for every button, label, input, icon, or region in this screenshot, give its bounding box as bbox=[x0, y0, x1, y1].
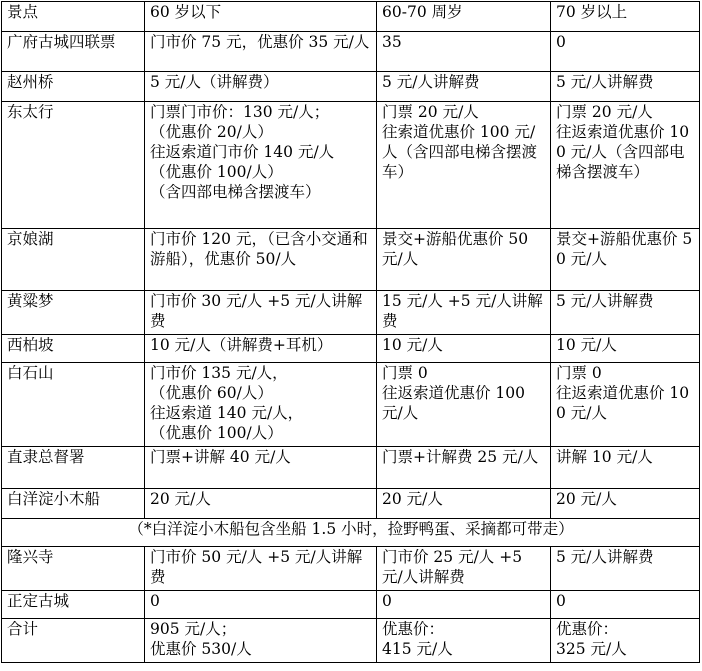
table-row bbox=[2, 591, 700, 619]
table-row bbox=[2, 102, 700, 229]
price-under-60: 10 元/人（讲解费+耳机） bbox=[145, 335, 377, 363]
attraction-name: 白石山 bbox=[2, 363, 145, 447]
price-over-70: 5 元/人讲解费 bbox=[551, 72, 700, 102]
price-over-70: 5 元/人讲解费 bbox=[551, 547, 700, 591]
price-over-70: 门票 0 往返索道优惠价 100 元/人 bbox=[551, 363, 700, 447]
attraction-name: 东太行 bbox=[2, 102, 145, 229]
total-over-70: 优惠价： 325 元/人 bbox=[551, 619, 700, 663]
attraction-name: 隆兴寺 bbox=[2, 547, 145, 591]
price-table-body bbox=[2, 2, 700, 663]
price-60-70: 35 bbox=[377, 32, 551, 72]
total-label: 合计 bbox=[2, 619, 145, 663]
price-60-70: 0 bbox=[377, 591, 551, 619]
table-row bbox=[2, 335, 700, 363]
price-60-70: 5 元/人讲解费 bbox=[377, 72, 551, 102]
price-60-70: 门市价 25 元/人 +5 元/人讲解费 bbox=[377, 547, 551, 591]
price-60-70: 门票 20 元/人 往索道优惠价 100 元/人（含四部电梯含摆渡车） bbox=[377, 102, 551, 229]
price-under-60: 门票门市价：130 元/人； （优惠价 20/人） 往返索道门市价 140 元/人 （优惠价 100/人） （含四部电梯含摆渡车） bbox=[145, 102, 377, 229]
price-over-70: 景交+游船优惠价 50 元/人 bbox=[551, 229, 700, 291]
price-under-60: 门市价 50 元/人 +5 元/人讲解费 bbox=[145, 547, 377, 591]
price-over-70: 10 元/人 bbox=[551, 335, 700, 363]
table-row bbox=[2, 229, 700, 291]
price-under-60: 门市价 75 元，优惠价 35 元/人 bbox=[145, 32, 377, 72]
table-row bbox=[2, 32, 700, 72]
price-under-60: 20 元/人 bbox=[145, 489, 377, 519]
attraction-name: 京娘湖 bbox=[2, 229, 145, 291]
price-60-70: 15 元/人 +5 元/人讲解费 bbox=[377, 291, 551, 335]
price-table bbox=[1, 1, 700, 663]
total-under-60: 905 元/人； 优惠价 530/人 bbox=[145, 619, 377, 663]
price-over-70: 5 元/人讲解费 bbox=[551, 291, 700, 335]
price-under-60: 门市价 135 元/人， （优惠价 60/人） 往返索道 140 元/人， （优惠价 100/人） bbox=[145, 363, 377, 447]
attraction-name: 白洋淀小木船 bbox=[2, 489, 145, 519]
price-over-70: 20 元/人 bbox=[551, 489, 700, 519]
header-attraction: 景点 bbox=[2, 2, 145, 32]
price-over-70: 讲解 10 元/人 bbox=[551, 447, 700, 489]
table-row bbox=[2, 291, 700, 335]
price-60-70: 门票+计解费 25 元/人 bbox=[377, 447, 551, 489]
table-row bbox=[2, 447, 700, 489]
attraction-name: 黄粱梦 bbox=[2, 291, 145, 335]
total-60-70: 优惠价： 415 元/人 bbox=[377, 619, 551, 663]
price-under-60: 门市价 120 元，（已含小交通和游船），优惠价 50/人 bbox=[145, 229, 377, 291]
attraction-name: 直隶总督署 bbox=[2, 447, 145, 489]
attraction-name: 正定古城 bbox=[2, 591, 145, 619]
price-under-60: 门市价 30 元/人 +5 元/人讲解费 bbox=[145, 291, 377, 335]
table-row bbox=[2, 363, 700, 447]
header-60-70: 60-70 周岁 bbox=[377, 2, 551, 32]
table-row bbox=[2, 72, 700, 102]
price-under-60: 5 元/人（讲解费） bbox=[145, 72, 377, 102]
price-over-70: 门票 20 元/人 往返索道优惠价 100 元/人（含四部电梯含摆渡车） bbox=[551, 102, 700, 229]
header-row bbox=[2, 2, 700, 32]
price-over-70: 0 bbox=[551, 32, 700, 72]
boat-note: （*白洋淀小木船包含坐船 1.5 小时，捡野鸭蛋、采摘都可带走） bbox=[2, 519, 700, 547]
price-under-60: 门票+讲解 40 元/人 bbox=[145, 447, 377, 489]
header-under-60: 60 岁以下 bbox=[145, 2, 377, 32]
price-under-60: 0 bbox=[145, 591, 377, 619]
table-row bbox=[2, 489, 700, 519]
attraction-name: 赵州桥 bbox=[2, 72, 145, 102]
total-row bbox=[2, 619, 700, 663]
table-row bbox=[2, 547, 700, 591]
price-over-70: 0 bbox=[551, 591, 700, 619]
price-60-70: 景交+游船优惠价 50 元/人 bbox=[377, 229, 551, 291]
price-60-70: 10 元/人 bbox=[377, 335, 551, 363]
note-row bbox=[2, 519, 700, 547]
price-60-70: 门票 0 往返索道优惠价 100 元/人 bbox=[377, 363, 551, 447]
attraction-name: 广府古城四联票 bbox=[2, 32, 145, 72]
header-over-70: 70 岁以上 bbox=[551, 2, 700, 32]
attraction-name: 西柏坡 bbox=[2, 335, 145, 363]
price-60-70: 20 元/人 bbox=[377, 489, 551, 519]
